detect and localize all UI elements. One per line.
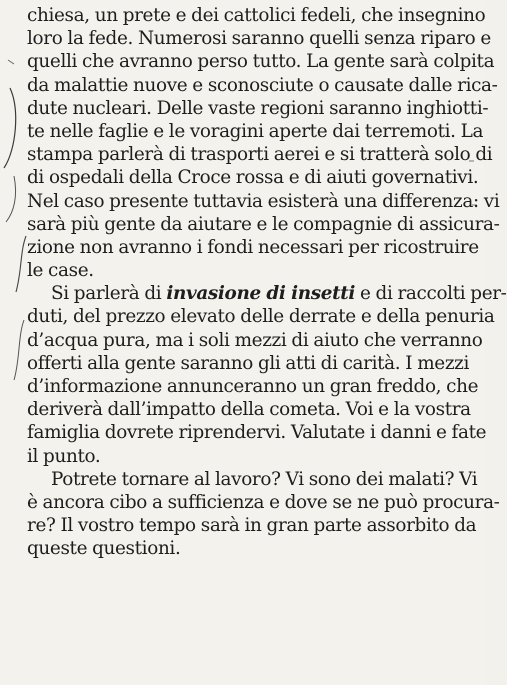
text-line: dute nucleari. Delle vaste regioni saranno inghiotti-: [27, 97, 489, 119]
text-line: re? Il vostro tempo sarà in gran parte assorbito da: [27, 515, 477, 537]
pencil-tick-mark: [8, 60, 14, 64]
text-line: deriverà dall’impatto della cometa. Voi e la vostra: [27, 399, 471, 421]
text-run: e di raccolti per-: [355, 283, 507, 305]
text-line: Potrete tornare al lavoro? Vi sono dei malati? Vi: [51, 468, 478, 490]
text-line-with-emphasis: [27, 282, 507, 305]
text-line: Nel caso presente tuttavia esisterà una differenza: vi: [27, 190, 500, 212]
text-line: offerti alla gente saranno gli atti di carità. I mezzi: [27, 352, 470, 374]
paragraph-2: [27, 282, 507, 468]
text-line: te nelle faglie e le voragini aperte dai terremoti. La: [27, 120, 484, 142]
text-line: sarà più gente da aiutare e le compagnie di assicura-: [27, 213, 500, 235]
text-line: loro la fede. Numerosi saranno quelli senza riparo e: [27, 28, 491, 50]
text-line: zione non avranno i fondi necessari per ricostruire: [27, 236, 479, 258]
text-line: queste questioni.: [27, 538, 181, 560]
emphasized-phrase: invasione di insetti: [166, 283, 356, 305]
text-line: da malattie nuove e sconosciute o causate dalle rica-: [27, 74, 498, 96]
text-line: d’informazione annunceranno un gran freddo, che: [27, 376, 479, 397]
text-line: d’acqua pura, ma i soli mezzi di aiuto che verranno: [27, 329, 483, 351]
text-line: di ospedali della Croce rossa e di aiuti governativi.: [27, 167, 479, 189]
text-line: il punto.: [27, 445, 101, 467]
text-line: famiglia dovrete riprendervi. Valutate i danni e fate: [27, 422, 487, 444]
text-line: quelli che avranno perso tutto. La gente sarà colpita: [27, 51, 495, 73]
text-line: duti, del prezzo elevato delle derrate e della penuria: [27, 306, 495, 328]
paragraph-1: [27, 4, 500, 282]
text-line: chiesa, un prete e dei cattolici fedeli, che insegnino: [27, 5, 486, 26]
text-line: stampa parlerà di trasporti aerei e si tratterà solo di: [27, 144, 493, 166]
text-line: è ancora cibo a sufficienza e dove se ne può procura-: [27, 491, 500, 513]
pencil-bracket-mark-4: [14, 320, 24, 380]
paragraph-3: [27, 468, 500, 561]
body-text: [27, 4, 507, 561]
text-run: Si parlerà di: [51, 283, 167, 305]
pencil-bracket-mark-3: [16, 236, 26, 292]
pencil-bracket-mark-2: [6, 176, 16, 222]
pencil-bracket-mark-1: [4, 88, 16, 168]
text-line: le case.: [27, 260, 94, 282]
